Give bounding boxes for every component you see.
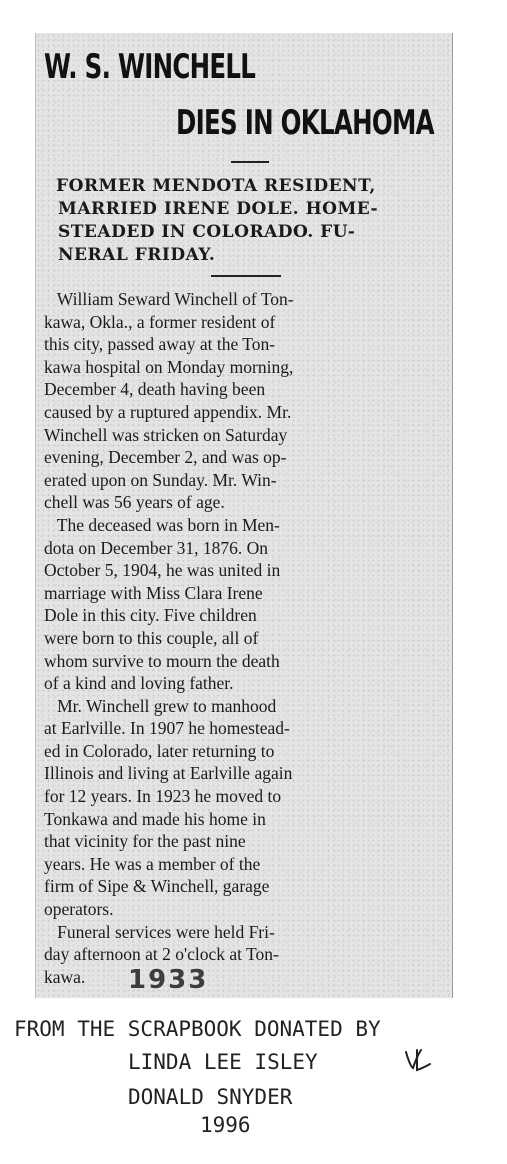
article-line: kawa hospital on Monday morning, (44, 356, 294, 377)
article-line: marriage with Miss Clara Irene (44, 582, 263, 603)
article-line: evening, December 2, and was op- (44, 447, 287, 468)
article-line: Funeral services were held Fri- (44, 921, 275, 942)
year-stamp: 1933 (128, 965, 209, 995)
article-line: day afternoon at 2 o'clock at Ton- (44, 944, 279, 965)
article-line: years. He was a member of the (44, 853, 261, 874)
article-line: William Seward Winchell of Ton- (44, 289, 294, 309)
article-line: Mr. Winchell grew to manhood (44, 695, 277, 716)
article-line: Illinois and living at Earlville again (44, 763, 293, 784)
article-line: kawa. (44, 966, 86, 987)
article-line: December 4, death having been (44, 379, 266, 400)
article-line: caused by a ruptured appendix. Mr. (44, 401, 292, 422)
article-body (44, 288, 448, 988)
caption-donor: LINDA LEE ISLEY (128, 1050, 318, 1074)
subhead-line: FORMER MENDOTA RESIDENT, (56, 176, 376, 196)
article-line: this city, passed away at the Ton- (44, 334, 276, 355)
subhead-divider (211, 275, 281, 277)
article-line: operators. (44, 899, 114, 920)
article-line: The deceased was born in Men- (44, 514, 280, 535)
handwritten-initial-icon (403, 1046, 433, 1074)
article-line: at Earlville. In 1907 he homestead- (44, 718, 290, 739)
newspaper-clipping (35, 33, 453, 998)
subhead-line: STEADED IN COLORADO. FU- (58, 222, 356, 242)
subhead (56, 175, 446, 267)
article-line: kawa, Okla., a former resident of (44, 311, 276, 332)
caption-year: 1996 (200, 1113, 251, 1137)
headline-divider (231, 161, 269, 163)
article-line: of a kind and loving father. (44, 673, 234, 694)
subhead-line: NERAL FRIDAY. (58, 245, 216, 265)
article-line: ed in Colorado, later returning to (44, 740, 275, 761)
subhead-line: MARRIED IRENE DOLE. HOME- (58, 199, 379, 219)
article-line: whom survive to mourn the death (44, 650, 280, 671)
headline-name: W. S. WINCHELL (44, 47, 256, 87)
article-line: chell was 56 years of age. (44, 492, 225, 513)
article-line: firm of Sipe & Winchell, garage (44, 876, 270, 897)
article-line: erated upon on Sunday. Mr. Win- (44, 469, 277, 490)
article-line: dota on December 31, 1876. On (44, 537, 269, 558)
article-line: October 5, 1904, he was united in (44, 560, 281, 581)
article-line: for 12 years. In 1923 he moved to (44, 786, 282, 807)
caption-donated-by: FROM THE SCRAPBOOK DONATED BY (14, 1017, 381, 1041)
article-line: were born to this couple, all of (44, 627, 259, 648)
caption-donor-2: DONALD SNYDER (128, 1085, 293, 1109)
article-line: Dole in this city. Five children (44, 605, 257, 626)
article-line: Tonkawa and made his home in (44, 808, 266, 829)
headline-dies: DIES IN OKLAHOMA (176, 103, 434, 143)
article-line: that vicinity for the past nine (44, 831, 246, 852)
article-line: Winchell was stricken on Saturday (44, 424, 288, 445)
